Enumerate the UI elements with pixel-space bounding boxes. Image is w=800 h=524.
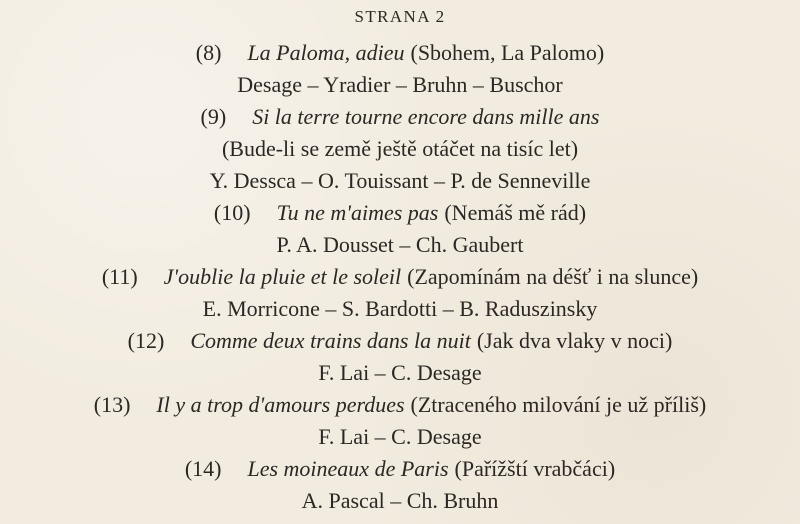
track-14-credits: A. Pascal – Ch. Bruhn (301, 488, 499, 513)
track-13-title-line (0, 392, 800, 418)
track-11-title-line (0, 264, 800, 290)
track-11-credits: E. Morricone – S. Bardotti – B. Raduszinsky (202, 296, 598, 321)
track-10-credits: P. A. Dousset – Ch. Gaubert (276, 232, 524, 257)
track-8-title-line (0, 40, 800, 66)
track-11-title-fr: J'oublie la pluie et le soleil (163, 264, 402, 289)
track-14-title-fr: Les moineaux de Paris (247, 456, 449, 481)
track-8-title-cz: (Sbohem, La Palomo) (410, 40, 605, 65)
track-11-title-cz: (Zapomínám na déšť i na slunce) (407, 264, 699, 289)
track-13-number: (13) (93, 392, 131, 417)
track-10-number: (10) (213, 200, 251, 225)
track-14-number: (14) (184, 456, 222, 481)
track-14-title-line (0, 456, 800, 482)
track-12-credits: F. Lai – C. Desage (318, 360, 482, 385)
track-13-credits: F. Lai – C. Desage (318, 424, 482, 449)
track-10-title-line (0, 200, 800, 226)
track-12-title-cz: (Jak dva vlaky v noci) (476, 328, 673, 353)
track-13-title-cz: (Ztraceného milování je už příliš) (410, 392, 707, 417)
track-10-title-fr: Tu ne m'aimes pas (276, 200, 439, 225)
track-14-title-cz: (Pařížští vrabčáci) (454, 456, 616, 481)
track-12-title-line (0, 328, 800, 354)
track-9-title-fr: Si la terre tourne encore dans mille ans (252, 104, 600, 129)
track-12-number: (12) (127, 328, 165, 353)
track-9-title-line (0, 104, 800, 130)
side-title: STRANA 2 (354, 7, 446, 26)
track-9-credits: Y. Dessca – O. Touissant – P. de Senneville (209, 168, 591, 193)
track-9-number: (9) (200, 104, 227, 129)
track-8-title-fr: La Paloma, adieu (247, 40, 405, 65)
track-11-number: (11) (101, 264, 138, 289)
track-8-number: (8) (195, 40, 222, 65)
track-12-title-fr: Comme deux trains dans la nuit (190, 328, 471, 353)
track-9-title-cz: (Bude-li se země ještě otáčet na tisíc let) (221, 136, 579, 161)
track-8-credits: Desage – Yradier – Bruhn – Buschor (237, 72, 563, 97)
track-13-title-fr: Il y a trop d'amours perdues (156, 392, 405, 417)
track-10-title-cz: (Nemáš mě rád) (444, 200, 587, 225)
